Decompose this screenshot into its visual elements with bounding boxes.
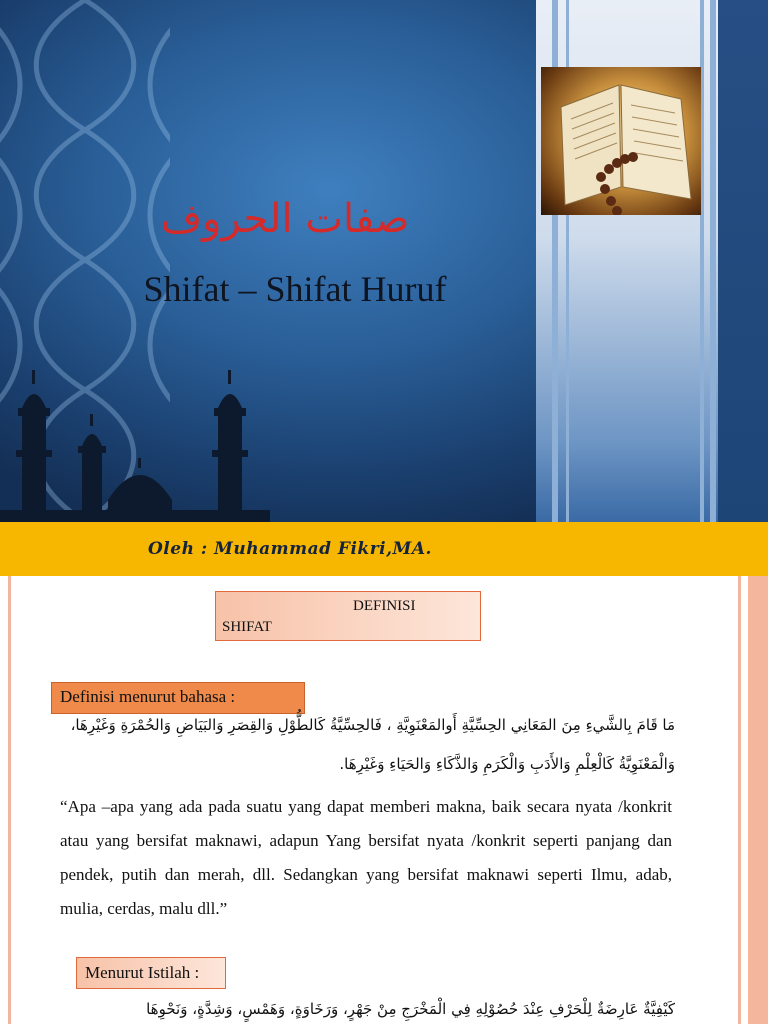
right-dark-band bbox=[718, 0, 768, 522]
arabic-title: صفات الحروف bbox=[160, 196, 410, 242]
slide-subtitle: Shifat – Shifat Huruf bbox=[143, 269, 447, 309]
quran-tasbih-photo bbox=[541, 67, 701, 215]
page-border bbox=[738, 576, 741, 1024]
bahasa-label: Definisi menurut bahasa : bbox=[51, 682, 305, 714]
page-border bbox=[748, 576, 768, 1024]
istilah-arabic-line-1: كَيْفِيَّةٌ عَارِضَةٌ لِلْحَرْفِ عِنْدَ حُصُوْلِهِ فِي الْمَخْرَجِ مِنْ جَهْرٍ، وَرَخَاوَةٍ، وَهَمْسٍ، وَشِدَّةٍ، وَنَحْوِهَا bbox=[146, 1000, 675, 1018]
istilah-label: Menurut Istilah : bbox=[76, 957, 226, 989]
author-name: Oleh : Muhammad Fikri,MA. bbox=[148, 539, 432, 559]
stripe bbox=[710, 0, 716, 522]
heading-line-1: DEFINISI bbox=[353, 598, 416, 614]
page-border bbox=[8, 576, 11, 1024]
definisi-shifat-heading bbox=[215, 591, 481, 641]
heading-line-2: SHIFAT bbox=[222, 619, 272, 635]
bahasa-translation: “Apa –apa yang ada pada suatu yang dapat memberi makna, baik secara nyata /konkrit atau yang bersifat maknawi, adapun Yang bersifat nyata /konkrit seperti panjang dan pendek, putih dan merah, dll. Sedangkan yang bersifat maknawi seperti Ilmu, adab, mulia, cerdas, malu dll.” bbox=[60, 797, 672, 918]
bahasa-arabic-line-2: وَالْمَعْنَوِيَّةُ كَالْعِلْمِ وَالأَدَبِ وَالْكَرَمِ وَالذَّكَاءِ وَالحَيَاءِ وَغَيْرِهَا. bbox=[339, 755, 675, 773]
mosque-silhouette-icon bbox=[0, 360, 270, 522]
bahasa-arabic-line-1: مَا قَامَ بِالشَّيءِ مِنَ المَعَانِي الحِسِّيَّةِ أَوالمَعْنَوِيَّةِ ، فَالحِسِّيَّةُ كَالطُّوْلِ وَالقِصَرِ وَالبَيَاضِ وَالحُمْرَةِ وَغَيْرِهَا، bbox=[70, 716, 675, 734]
